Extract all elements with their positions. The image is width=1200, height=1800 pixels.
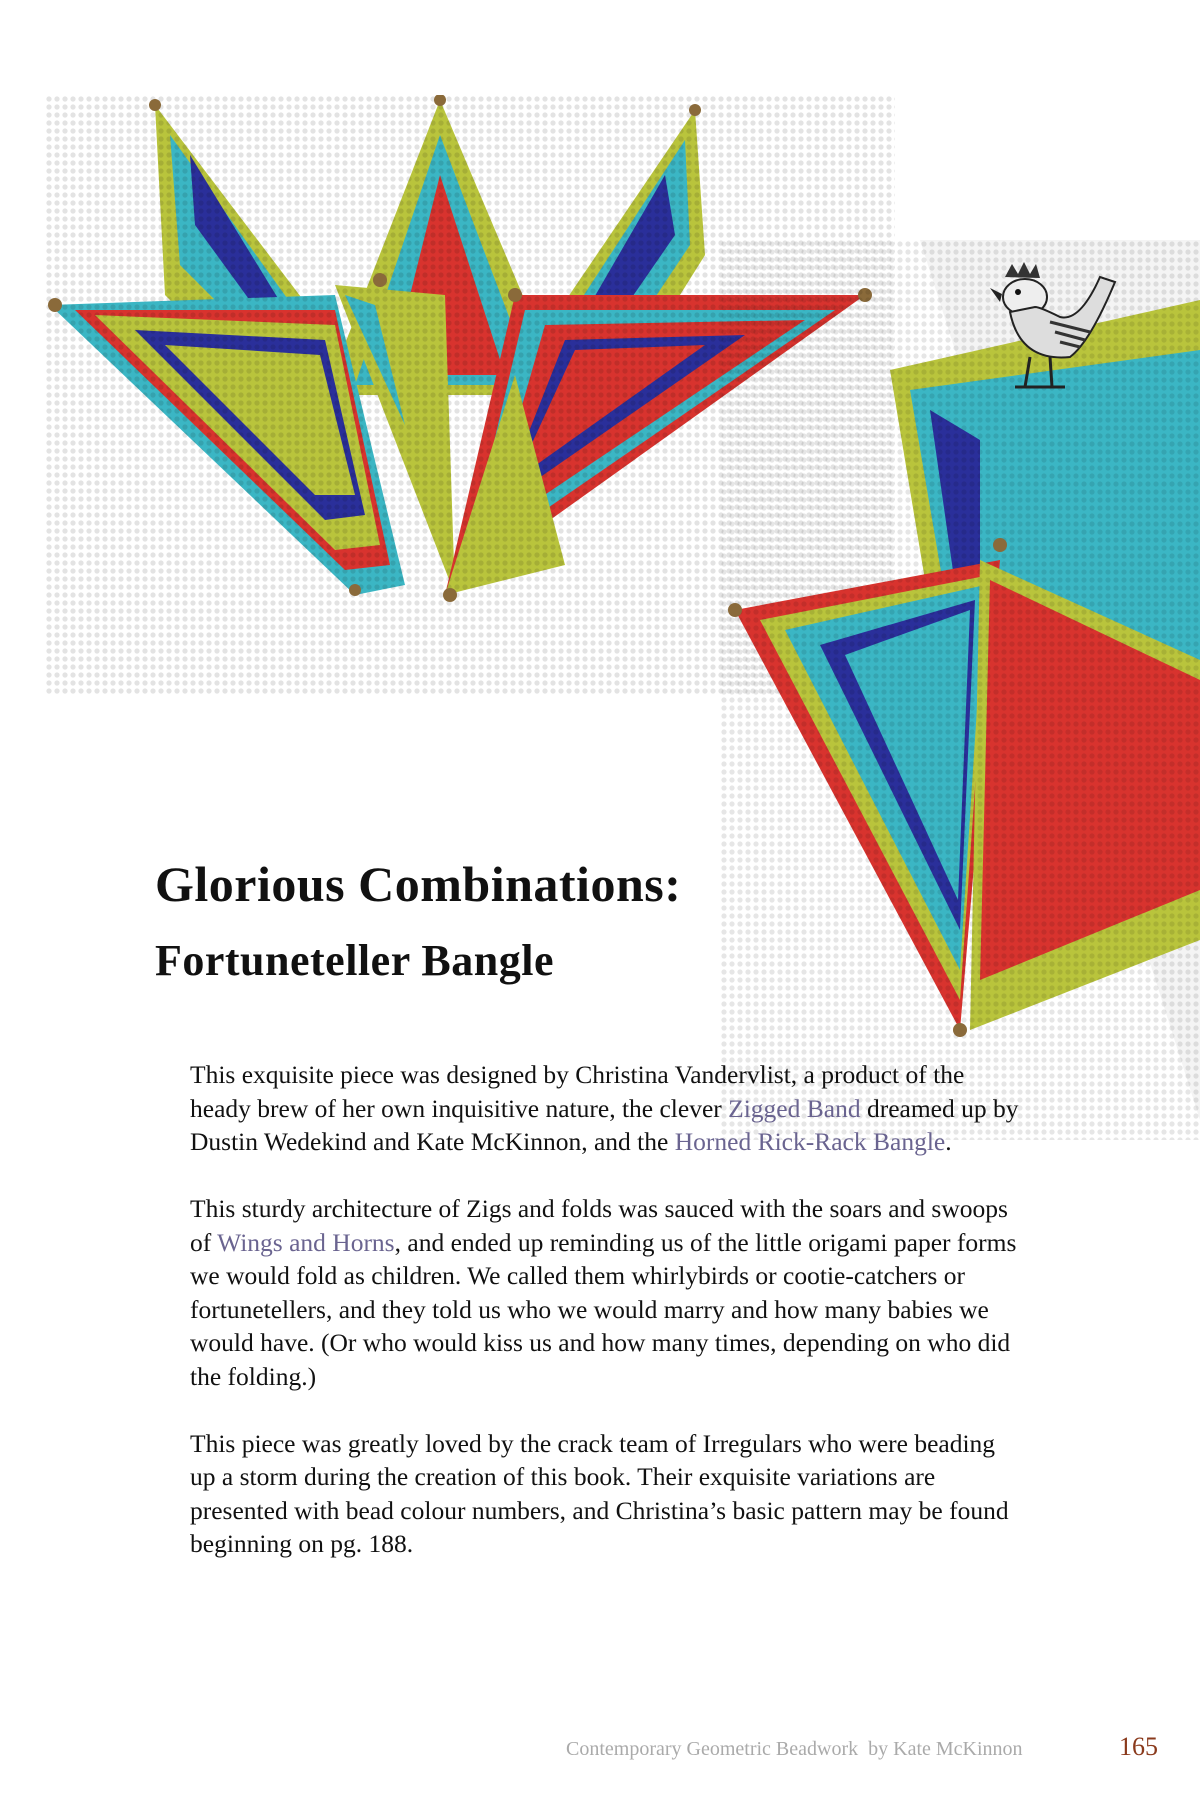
text: . bbox=[945, 1127, 952, 1156]
body-text bbox=[190, 1058, 1020, 1594]
beaded-bangle-photo-side bbox=[720, 240, 1200, 1140]
text: This sturdy architecture of Zigs and folds was sauced with the soars and swoops of bbox=[190, 1194, 1008, 1257]
page-subtitle: Fortuneteller Bangle bbox=[155, 936, 554, 985]
text: This exquisite piece was designed by Christina Vandervlist, a product of the heady brew of her own inquisitive nature, the clever bbox=[190, 1060, 965, 1123]
link-wings-and-horns[interactable]: Wings and Horns bbox=[217, 1227, 395, 1257]
paragraph-irregulars: This piece was greatly loved by the crack team of Irregulars who were beading up a storm during the creation of this book. Their exquisite variations are presented with bead colour numbers, and Christina’s basic pattern may be found beginning on pg. 188. bbox=[190, 1428, 1009, 1558]
link-zigged-band[interactable]: Zigged Band bbox=[728, 1093, 861, 1123]
text: dreamed up by Dustin Wedekind and Kate McKinnon, and the bbox=[190, 1093, 1019, 1156]
link-horned-rick-rack-bangle[interactable]: Horned Rick-Rack Bangle bbox=[674, 1127, 946, 1156]
footer-book-title: Contemporary Geometric Beadwork by Kate McKinnon bbox=[566, 1738, 1023, 1760]
page-title: Glorious Combinations: bbox=[155, 856, 682, 912]
paragraph-architecture bbox=[190, 1192, 1020, 1393]
page-number: 165 bbox=[1119, 1732, 1158, 1761]
crowned-bird-illustration bbox=[990, 262, 1120, 412]
paragraph-intro bbox=[190, 1058, 1020, 1159]
text: , and ended up reminding us of the little origami paper forms we would fold as children. We called them whirlybirds or cootie-catchers or fortunetellers, and they told us who we would marry and how many babies we would have. (Or who would kiss us and how many times, depending on who did the folding.) bbox=[190, 1227, 1017, 1391]
